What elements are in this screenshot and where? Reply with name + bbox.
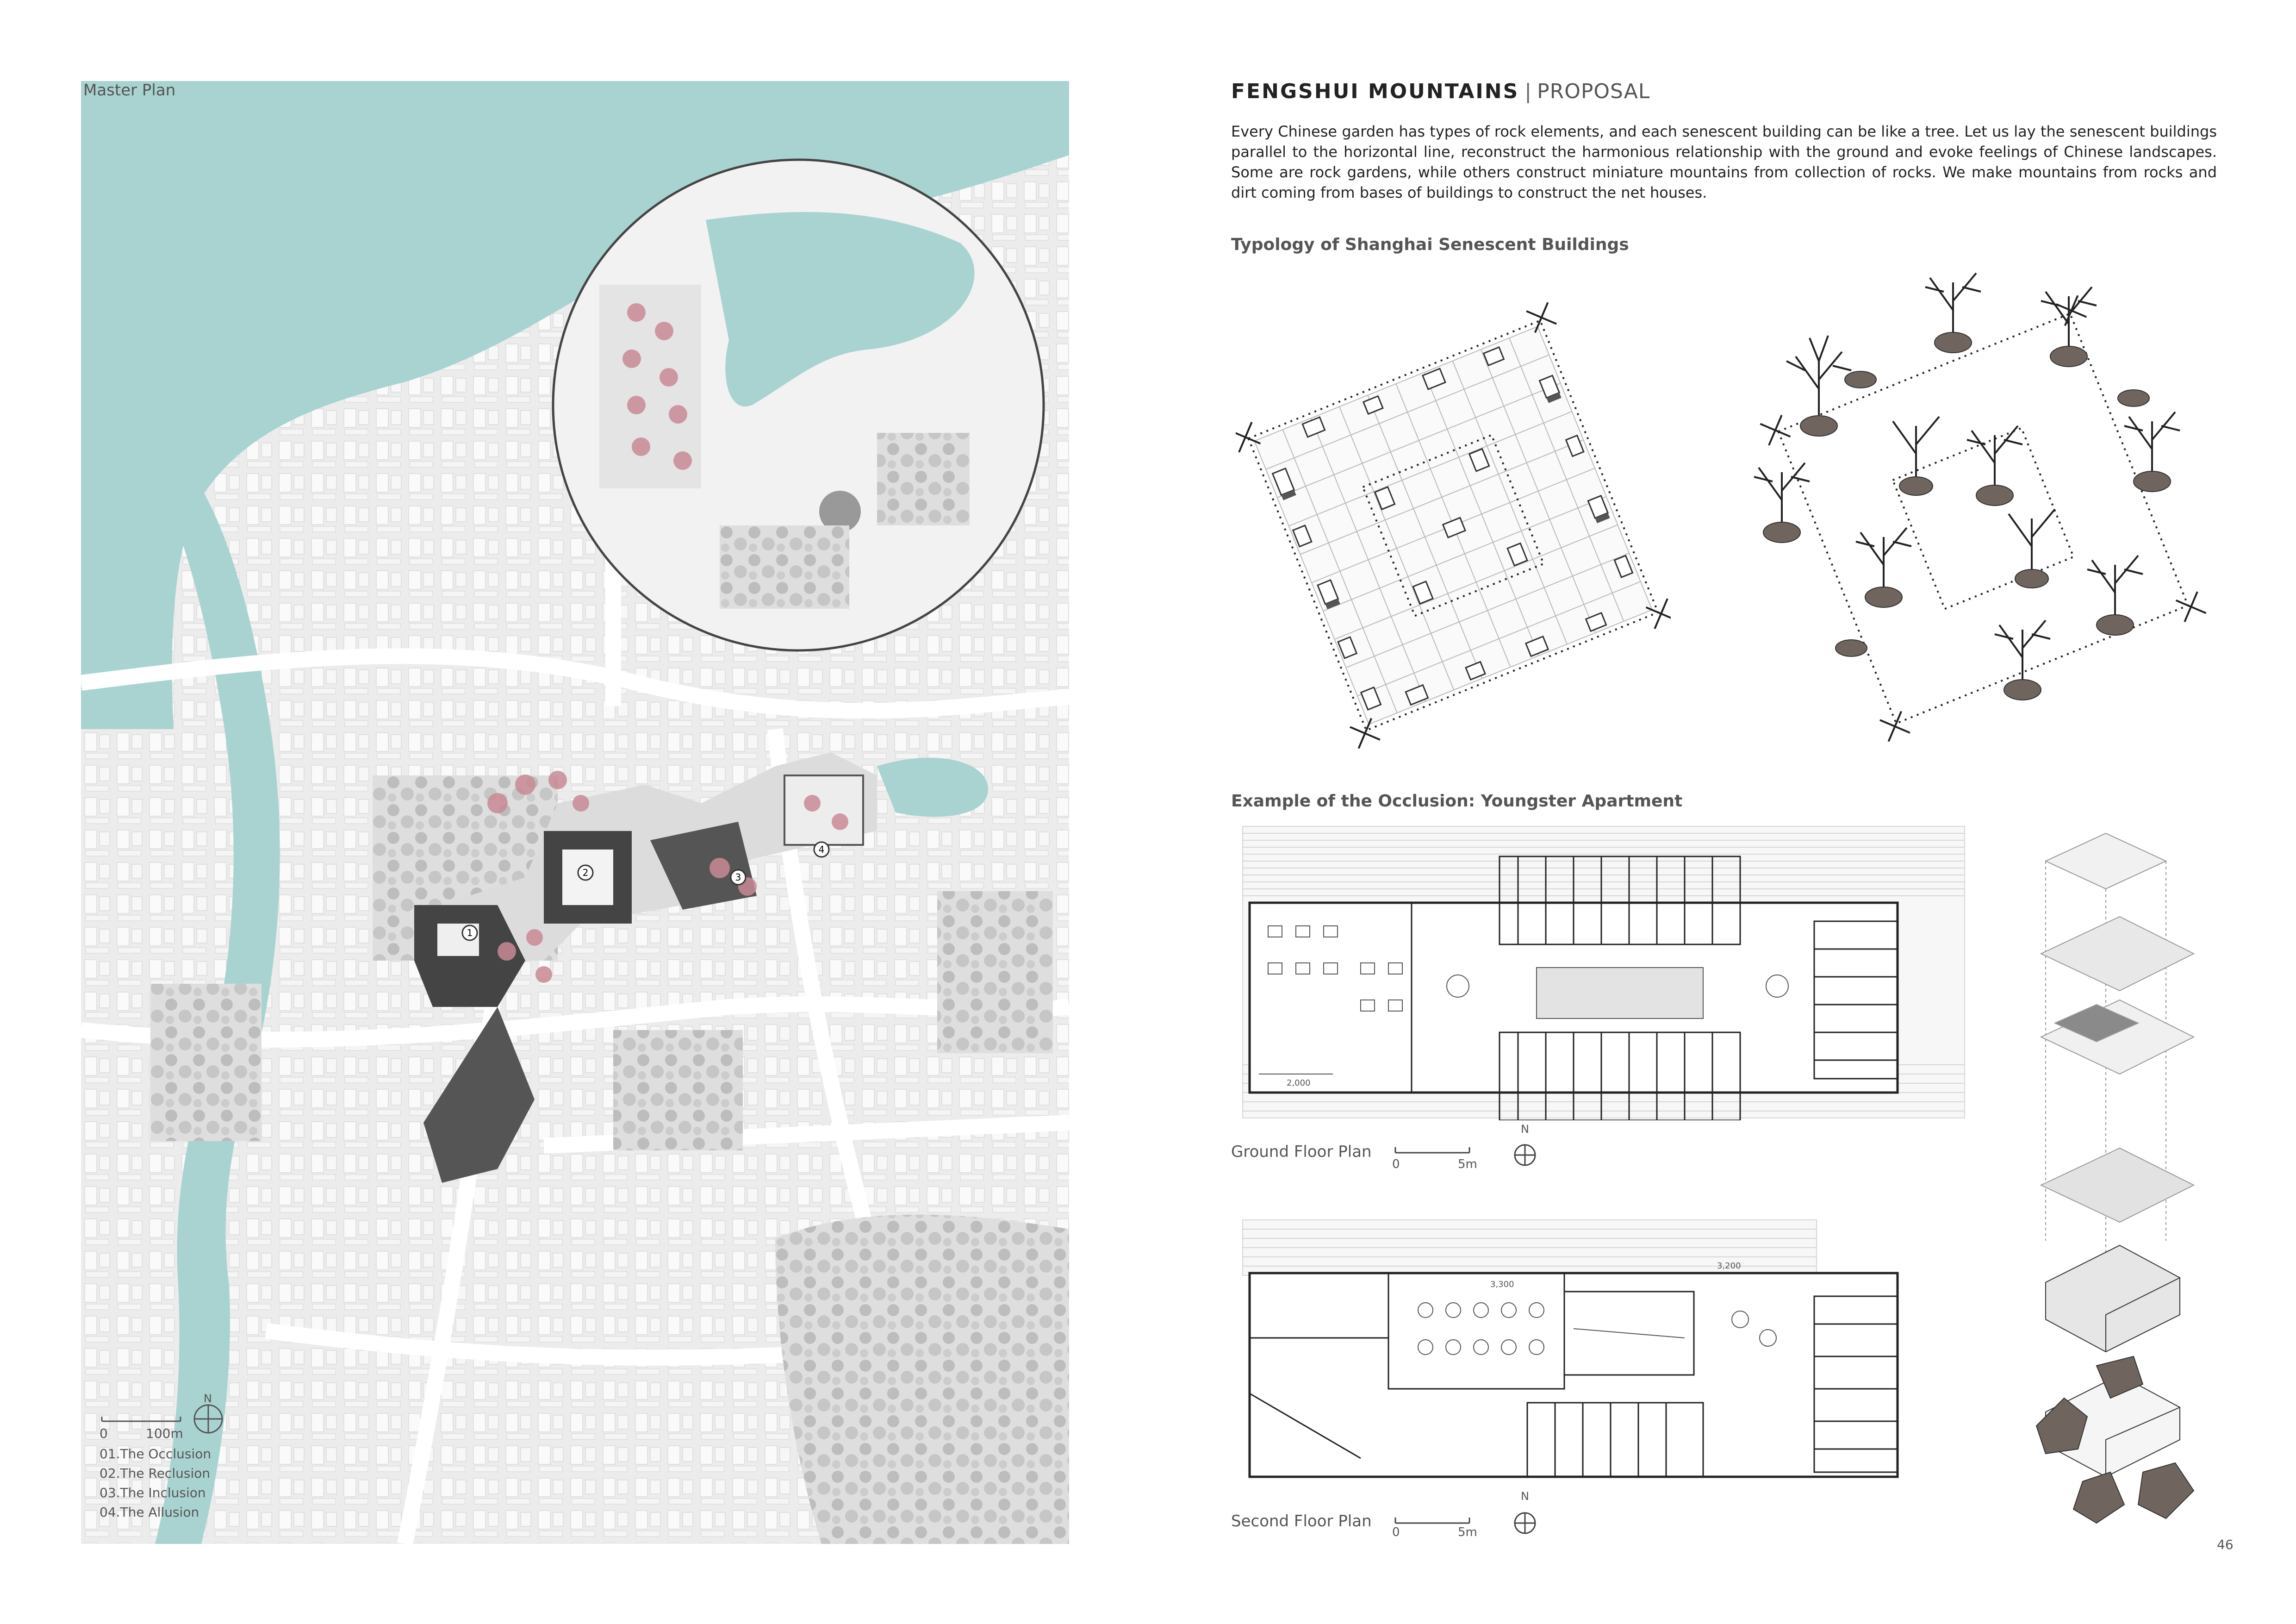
second-dimension-1: 3,300 [1490, 1280, 1514, 1289]
master-legend [100, 1444, 211, 1522]
detail-circle [553, 160, 1044, 650]
marker-4: 4 [818, 844, 825, 855]
master-plan-drawing [81, 81, 1069, 1544]
marker-2: 2 [582, 867, 589, 878]
master-scale-zero: 0 [100, 1426, 108, 1441]
title-divider: | [1524, 80, 1532, 103]
legend-item-occlusion: 01.The Occlusion [100, 1446, 212, 1462]
ground-dimension: 2,000 [1287, 1078, 1311, 1088]
second-north-label: N [1521, 1490, 1529, 1503]
legend-item-reclusion: 02.The Reclusion [100, 1466, 211, 1481]
second-floor-label: Second Floor Plan [1231, 1512, 1372, 1530]
typology-trees-diagram [1736, 269, 2231, 778]
ground-floor-label: Ground Floor Plan [1231, 1143, 1372, 1161]
master-plan-label: Master Plan [83, 81, 176, 100]
title-main: FENGSHUI MOUNTAINS [1231, 80, 1519, 103]
ground-scale-zero: 0 [1392, 1157, 1400, 1171]
page-number: 46 [2217, 1537, 2234, 1552]
marker-1: 1 [467, 927, 473, 938]
master-plan-map [81, 81, 1069, 1544]
legend-item-allusion: 04.The Allusion [100, 1505, 199, 1520]
typology-buildings-diagram [1236, 282, 1671, 768]
page-title [1231, 80, 1650, 103]
second-scale-length: 5m [1458, 1525, 1477, 1539]
second-dimension-2: 3,200 [1717, 1261, 1741, 1271]
marker-3: 3 [735, 872, 741, 883]
second-scale-zero: 0 [1392, 1525, 1400, 1539]
legend-item-inclusion: 03.The Inclusion [100, 1485, 206, 1500]
master-north-label: N [204, 1392, 212, 1405]
axonometric-diagram [2027, 824, 2212, 1546]
master-scale-length: 100m [146, 1426, 183, 1441]
typology-heading: Typology of Shanghai Senescent Buildings [1231, 235, 1629, 254]
second-floor-plan [1240, 1218, 1972, 1532]
example-heading: Example of the Occlusion: Youngster Apartment [1231, 792, 1683, 811]
intro-paragraph: Every Chinese garden has types of rock elements, and each senescent building can be like a tree. Let us lay the senescent buildings parallel to the horizontal line, reconstruct the harmonious relationship with the ground and evoke feelings of Chinese landscapes. Some are rock gardens, while others construct miniature mountains from collection of rocks. We make mountains from rocks and dirt coming from bases of buildings to construct the net houses. [1231, 123, 2217, 201]
ground-scale-length: 5m [1458, 1157, 1477, 1171]
ground-floor-plan [1240, 824, 1972, 1120]
title-sub: PROPOSAL [1537, 80, 1650, 103]
ground-north-label: N [1521, 1123, 1529, 1136]
